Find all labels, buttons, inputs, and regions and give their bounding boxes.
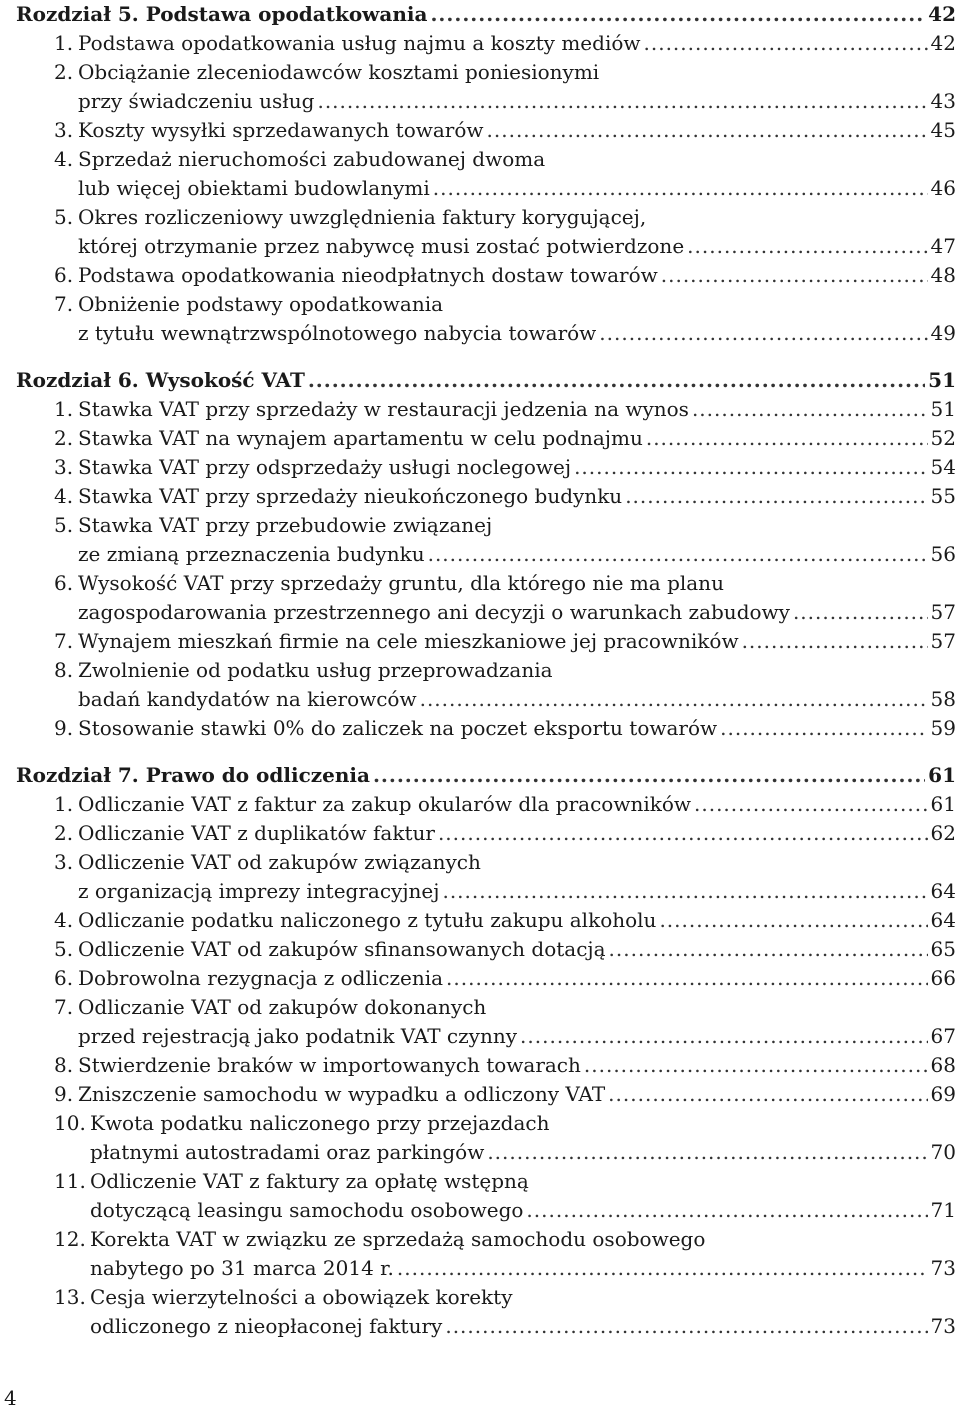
entry-text: Stawka VAT przy odsprzedaży usługi noclegowej [78, 455, 572, 479]
entry-text: Stwierdzenie braków w importowanych towarach [78, 1053, 581, 1077]
leader-dots [487, 116, 928, 145]
leader-dots [438, 819, 928, 848]
entry-text: Stawka VAT przy sprzedaży nieukończonego budynku [78, 484, 623, 508]
entry-page-number: 55 [930, 484, 956, 508]
leader-dots [442, 877, 927, 906]
entry-page-number: 54 [930, 455, 956, 479]
entry-text: Wynajem mieszkań firmie na cele mieszkaniowe jej pracowników [78, 629, 739, 653]
entry-line [90, 1167, 956, 1196]
entry-text: Odliczanie VAT od zakupów dokonanych [78, 995, 487, 1019]
leader-dots [308, 366, 925, 395]
toc-entry [16, 714, 956, 743]
entry-text: badań kandydatów na kierowców [78, 687, 417, 711]
entry-body [78, 935, 956, 964]
entry-text: Obciążanie zleceniodawców kosztami poniesionymi [78, 60, 600, 84]
entry-page-number: 45 [930, 118, 956, 142]
entry-body [78, 569, 956, 627]
entry-body [78, 964, 956, 993]
chapter-heading [16, 0, 956, 29]
entry-text: z tytułu wewnątrzwspólnotowego nabycia towarów [78, 321, 597, 345]
entry-line [78, 58, 956, 87]
entry-body [78, 58, 956, 116]
entry-number: 12. [54, 1227, 86, 1251]
entry-line [78, 1080, 956, 1109]
entry-page-number: 58 [930, 687, 956, 711]
toc-entry [16, 29, 956, 58]
entry-page-number: 69 [930, 1082, 956, 1106]
entry-page-number: 47 [930, 234, 956, 258]
toc-entry [16, 1051, 956, 1080]
entry-number: 6. [54, 571, 74, 595]
toc-entry [16, 906, 956, 935]
entry-body [78, 848, 956, 906]
entry-line [78, 453, 956, 482]
entry-text: Zniszczenie samochodu w wypadku a odliczony VAT [78, 1082, 606, 1106]
entry-number: 11. [54, 1169, 86, 1193]
entry-text: Korekta VAT w związku ze sprzedażą samochodu osobowego [90, 1227, 706, 1251]
entry-body [78, 627, 956, 656]
entry-number: 13. [54, 1285, 86, 1309]
entry-line [78, 116, 956, 145]
entry-text: Okres rozliczeniowy uwzględnienia faktury korygującej, [78, 205, 647, 229]
entry-number: 9. [54, 1082, 74, 1106]
entry-text: płatnymi autostradami oraz parkingów [90, 1140, 485, 1164]
entry-page-number: 43 [930, 89, 956, 113]
entry-text: Podstawa opodatkowania usług najmu a koszty mediów [78, 31, 641, 55]
chapter-heading [16, 761, 956, 790]
entry-line [78, 511, 956, 540]
entry-number: 5. [54, 205, 74, 229]
entry-text: lub więcej obiektami budowlanymi [78, 176, 430, 200]
entry-body [78, 145, 956, 203]
toc-entry [16, 290, 956, 348]
leader-dots [609, 935, 928, 964]
toc-entry [16, 993, 956, 1051]
entry-body [78, 203, 956, 261]
entry-line [90, 1109, 956, 1138]
entry-line [78, 877, 956, 906]
entry-text: Odliczenie VAT od zakupów związanych [78, 850, 481, 874]
entry-number: 8. [54, 658, 74, 682]
entry-page-number: 73 [930, 1256, 956, 1280]
toc-entry [16, 1167, 956, 1225]
entry-line [90, 1225, 956, 1254]
entry-number: 4. [54, 484, 74, 508]
entry-text: zagospodarowania przestrzennego ani decyzji o warunkach zabudowy [78, 600, 790, 624]
toc-entry [16, 656, 956, 714]
leader-dots [317, 87, 927, 116]
entry-body [90, 1225, 956, 1283]
entry-line [78, 290, 956, 319]
entry-number: 6. [54, 966, 74, 990]
entry-line [90, 1254, 956, 1283]
entry-text: Koszty wysyłki sprzedawanych towarów [78, 118, 484, 142]
toc-entry [16, 935, 956, 964]
leader-dots [430, 0, 925, 29]
entry-body [78, 453, 956, 482]
chapter-page-number: 61 [928, 763, 956, 787]
entry-line [78, 395, 956, 424]
entry-line [78, 627, 956, 656]
entry-page-number: 49 [930, 321, 956, 345]
chapter-title: Rozdział 6. Wysokość VAT [16, 368, 305, 392]
entry-page-number: 66 [930, 966, 956, 990]
page-number: 4 [4, 1386, 17, 1410]
toc-entry [16, 1109, 956, 1167]
entry-number: 7. [54, 995, 74, 1019]
entry-text: Stawka VAT na wynajem apartamentu w celu podnajmu [78, 426, 643, 450]
toc-entry [16, 848, 956, 906]
entry-text: odliczonego z nieopłaconej faktury [90, 1314, 443, 1338]
entry-line [78, 540, 956, 569]
toc-entry [16, 819, 956, 848]
leader-dots [487, 1138, 927, 1167]
entry-line [78, 1022, 956, 1051]
entry-body [78, 906, 956, 935]
entry-text: Odliczanie VAT z faktur za zakup okularów dla pracowników [78, 792, 691, 816]
entry-text: Stawka VAT przy przebudowie związanej [78, 513, 493, 537]
entry-body [78, 395, 956, 424]
entry-page-number: 52 [930, 426, 956, 450]
entry-line [78, 790, 956, 819]
entry-page-number: 56 [930, 542, 956, 566]
entry-page-number: 64 [930, 879, 956, 903]
entry-text: przed rejestracją jako podatnik VAT czynny [78, 1024, 518, 1048]
entry-text: Zwolnienie od podatku usług przeprowadzania [78, 658, 553, 682]
entry-text: Stawka VAT przy sprzedaży w restauracji jedzenia na wynos [78, 397, 689, 421]
entry-line [78, 203, 956, 232]
leader-dots [687, 232, 927, 261]
entry-number: 1. [54, 792, 74, 816]
entry-number: 5. [54, 513, 74, 537]
entry-body [78, 1080, 956, 1109]
entry-text: Odliczenie VAT z faktury za opłatę wstępną [90, 1169, 529, 1193]
entry-number: 8. [54, 1053, 74, 1077]
entry-line [78, 319, 956, 348]
chapter-page-number: 42 [928, 2, 956, 26]
entry-line [78, 935, 956, 964]
entry-number: 9. [54, 716, 74, 740]
toc-entry [16, 261, 956, 290]
entry-body [78, 482, 956, 511]
chapter-heading [16, 366, 956, 395]
entry-number: 7. [54, 292, 74, 316]
entry-page-number: 73 [930, 1314, 956, 1338]
toc-entry [16, 58, 956, 116]
entry-line [78, 87, 956, 116]
entry-line [78, 685, 956, 714]
entry-line [78, 232, 956, 261]
entry-line [78, 848, 956, 877]
entry-page-number: 59 [930, 716, 956, 740]
entry-number: 2. [54, 821, 74, 845]
entry-line [78, 993, 956, 1022]
entry-text: której otrzymanie przez nabywcę musi zostać potwierdzone [78, 234, 685, 258]
leader-dots [599, 319, 927, 348]
entry-number: 1. [54, 397, 74, 421]
leader-dots [659, 906, 927, 935]
entry-body [90, 1283, 956, 1341]
entry-number: 7. [54, 629, 74, 653]
entry-text: Obniżenie podstawy opodatkowania [78, 292, 444, 316]
entry-body [78, 424, 956, 453]
entry-text: Odliczenie VAT od zakupów sfinansowanych dotacją [78, 937, 606, 961]
entry-body [78, 656, 956, 714]
entry-text: Odliczanie podatku naliczonego z tytułu zakupu alkoholu [78, 908, 657, 932]
entry-line [78, 656, 956, 685]
entry-text: Odliczanie VAT z duplikatów faktur [78, 821, 435, 845]
entry-text: Wysokość VAT przy sprzedaży gruntu, dla którego nie ma planu [78, 571, 724, 595]
entry-page-number: 51 [930, 397, 956, 421]
entry-line [78, 569, 956, 598]
entry-line [90, 1283, 956, 1312]
entry-text: dotyczącą leasingu samochodu osobowego [90, 1198, 524, 1222]
entry-page-number: 64 [930, 908, 956, 932]
entry-number: 4. [54, 908, 74, 932]
entry-line [78, 29, 956, 58]
entry-body [78, 790, 956, 819]
entry-line [78, 145, 956, 174]
entry-text: z organizacją imprezy integracyjnej [78, 879, 440, 903]
leader-dots [526, 1196, 927, 1225]
entry-number: 3. [54, 850, 74, 874]
entry-page-number: 68 [930, 1053, 956, 1077]
leader-dots [373, 761, 925, 790]
entry-number: 1. [54, 31, 74, 55]
entry-line [78, 598, 956, 627]
entry-line [78, 261, 956, 290]
toc-entry [16, 453, 956, 482]
leader-dots [625, 482, 927, 511]
leader-dots [694, 790, 928, 819]
entry-page-number: 62 [930, 821, 956, 845]
entry-body [78, 714, 956, 743]
entry-line [90, 1312, 956, 1341]
entry-body [78, 116, 956, 145]
entry-page-number: 48 [930, 263, 956, 287]
entry-body [78, 993, 956, 1051]
entry-line [78, 819, 956, 848]
entry-body [78, 819, 956, 848]
toc-entry [16, 1225, 956, 1283]
entry-number: 2. [54, 426, 74, 450]
entry-page-number: 57 [930, 629, 956, 653]
entry-body [78, 29, 956, 58]
entry-number: 10. [54, 1111, 86, 1135]
leader-dots [445, 1312, 927, 1341]
entry-page-number: 70 [930, 1140, 956, 1164]
entry-text: przy świadczeniu usług [78, 89, 315, 113]
entry-body [90, 1109, 956, 1167]
entry-body [78, 511, 956, 569]
leader-dots [742, 627, 928, 656]
entry-text: Stosowanie stawki 0% do zaliczek na poczet eksportu towarów [78, 716, 718, 740]
entry-body [78, 1051, 956, 1080]
leader-dots [428, 540, 928, 569]
entry-number: 2. [54, 60, 74, 84]
entry-text: Kwota podatku naliczonego przy przejazdach [90, 1111, 550, 1135]
leader-dots [433, 174, 928, 203]
entry-line [78, 424, 956, 453]
entry-page-number: 57 [930, 600, 956, 624]
entry-number: 3. [54, 455, 74, 479]
toc-entry [16, 424, 956, 453]
toc-entry [16, 1080, 956, 1109]
chapter-page-number: 51 [928, 368, 956, 392]
leader-dots [397, 1254, 928, 1283]
chapter-title: Rozdział 7. Prawo do odliczenia [16, 763, 370, 787]
leader-dots [793, 598, 928, 627]
entry-body [78, 261, 956, 290]
entry-line [78, 174, 956, 203]
entry-text: nabytego po 31 marca 2014 r. [90, 1256, 394, 1280]
toc-entry [16, 145, 956, 203]
entry-number: 5. [54, 937, 74, 961]
entry-line [78, 906, 956, 935]
toc-entry [16, 1283, 956, 1341]
leader-dots [644, 29, 928, 58]
entry-number: 3. [54, 118, 74, 142]
entry-line [90, 1196, 956, 1225]
toc-entry [16, 395, 956, 424]
entry-body [90, 1167, 956, 1225]
entry-page-number: 65 [930, 937, 956, 961]
entry-text: Podstawa opodatkowania nieodpłatnych dostaw towarów [78, 263, 658, 287]
leader-dots [420, 685, 928, 714]
entry-page-number: 42 [930, 31, 956, 55]
chapter-title: Rozdział 5. Podstawa opodatkowania [16, 2, 428, 26]
entry-text: Cesja wierzytelności a obowiązek korekty [90, 1285, 513, 1309]
leader-dots [584, 1051, 928, 1080]
table-of-contents [16, 0, 956, 1341]
entry-page-number: 67 [930, 1024, 956, 1048]
entry-text: Sprzedaż nieruchomości zabudowanej dwoma [78, 147, 546, 171]
toc-entry [16, 627, 956, 656]
leader-dots [692, 395, 928, 424]
entry-line [78, 482, 956, 511]
entry-number: 6. [54, 263, 74, 287]
toc-entry [16, 482, 956, 511]
entry-line [78, 714, 956, 743]
leader-dots [520, 1022, 928, 1051]
toc-entry [16, 511, 956, 569]
toc-entry [16, 790, 956, 819]
leader-dots [646, 424, 928, 453]
entry-page-number: 61 [930, 792, 956, 816]
toc-entry [16, 116, 956, 145]
entry-number: 4. [54, 147, 74, 171]
entry-line [78, 1051, 956, 1080]
entry-line [90, 1138, 956, 1167]
entry-body [78, 290, 956, 348]
leader-dots [446, 964, 928, 993]
entry-text: ze zmianą przeznaczenia budynku [78, 542, 425, 566]
leader-dots [720, 714, 927, 743]
toc-entry [16, 569, 956, 627]
leader-dots [661, 261, 928, 290]
toc-entry [16, 964, 956, 993]
leader-dots [574, 453, 927, 482]
entry-page-number: 71 [930, 1198, 956, 1222]
entry-page-number: 46 [930, 176, 956, 200]
leader-dots [608, 1080, 927, 1109]
entry-text: Dobrowolna rezygnacja z odliczenia [78, 966, 444, 990]
toc-entry [16, 203, 956, 261]
entry-line [78, 964, 956, 993]
